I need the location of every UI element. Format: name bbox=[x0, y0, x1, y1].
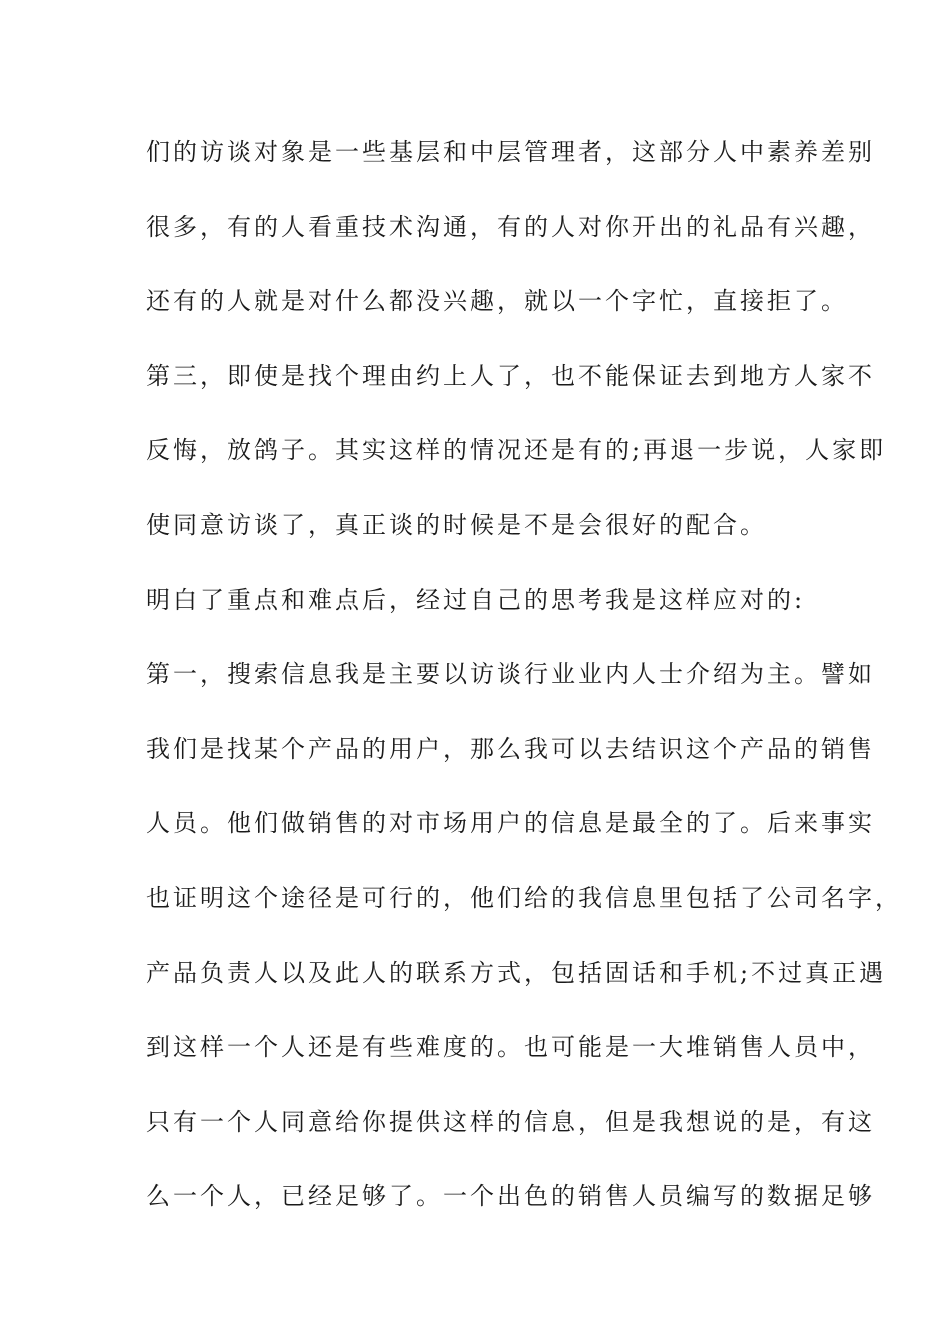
text-line: 也证明这个途径是可行的，他们给的我信息里包括了公司名字， bbox=[146, 883, 902, 912]
text-line: 只有一个人同意给你提供这样的信息，但是我想说的是，有这 bbox=[146, 1107, 875, 1136]
text-line: 人员。他们做销售的对市场用户的信息是最全的了。后来事实 bbox=[146, 809, 875, 838]
text-line: 很多，有的人看重技术沟通，有的人对你开出的礼品有兴趣， bbox=[146, 212, 875, 241]
text-line: 第三，即使是找个理由约上人了，也不能保证去到地方人家不 bbox=[146, 361, 875, 390]
text-line: 明白了重点和难点后，经过自己的思考我是这样应对的: bbox=[146, 585, 806, 614]
body-text bbox=[146, 131, 902, 1250]
text-line: 使同意访谈了，真正谈的时候是不是会很好的配合。 bbox=[146, 510, 767, 539]
text-line: 到这样一个人还是有些难度的。也可能是一大堆销售人员中， bbox=[146, 1033, 875, 1062]
text-line: 第一，搜索信息我是主要以访谈行业业内人士介绍为主。譬如 bbox=[146, 660, 875, 689]
text-line: 产品负责人以及此人的联系方式，包括固话和手机;不过真正遇 bbox=[146, 958, 887, 987]
text-line: 们的访谈对象是一些基层和中层管理者，这部分人中素养差别 bbox=[146, 138, 875, 166]
text-line: 还有的人就是对什么都没兴趣，就以一个字忙，直接拒了。 bbox=[146, 287, 848, 316]
text-line: 么一个人，已经足够了。一个出色的销售人员编写的数据足够 bbox=[146, 1182, 875, 1211]
text-line: 反悔，放鸽子。其实这样的情况还是有的;再退一步说，人家即 bbox=[146, 436, 887, 465]
text-line: 我们是找某个产品的用户，那么我可以去结识这个产品的销售 bbox=[146, 734, 875, 763]
